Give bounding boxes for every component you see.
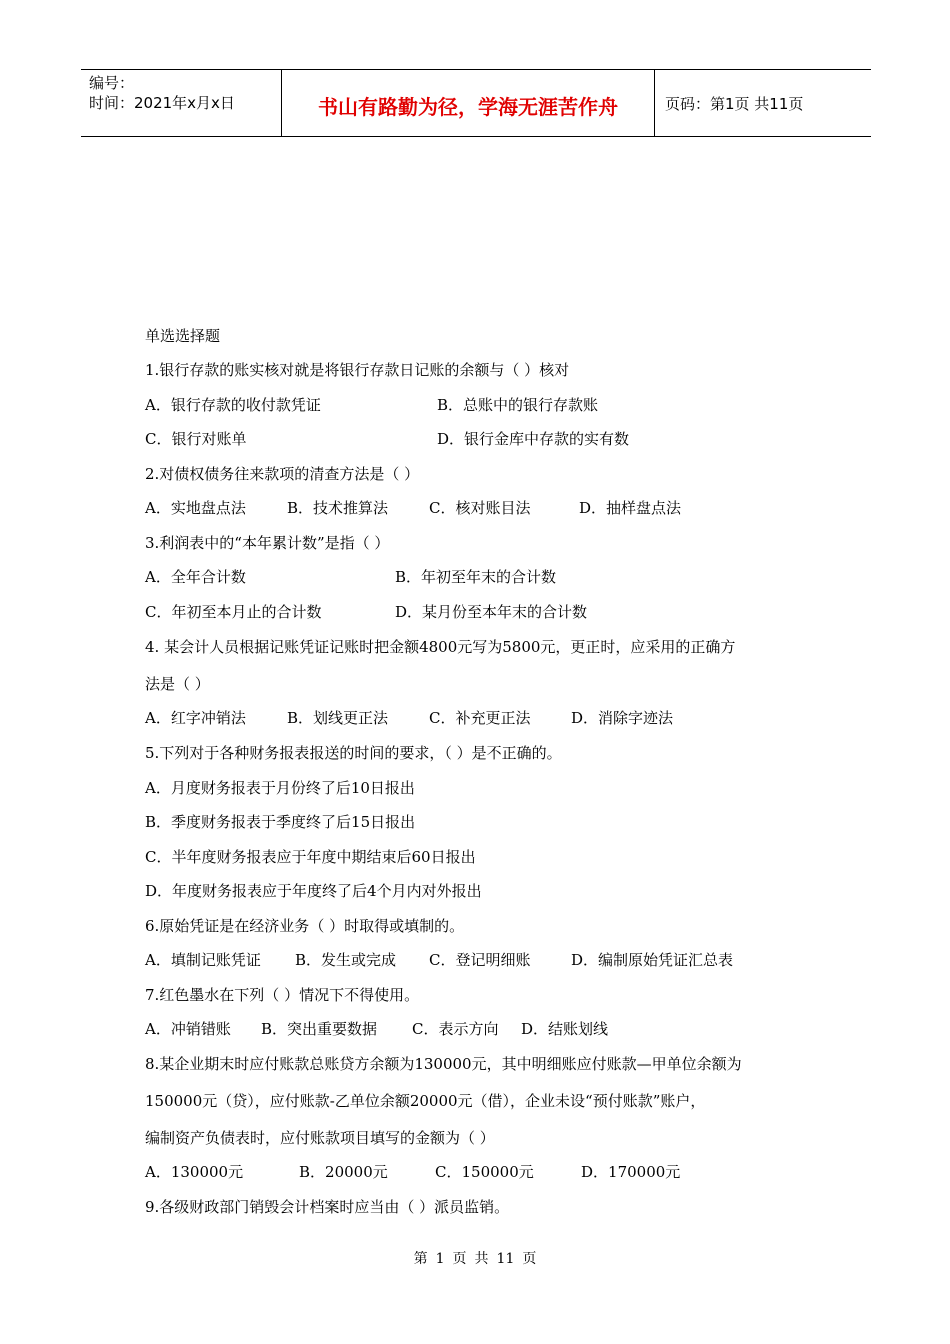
question-1: 1.银行存款的账实核对就是将银行存款日记账的余额与（ ）核对 [145,361,570,379]
question-8-continued-2: 编制资产负债表时，应付账款项目填写的金额为（ ） [145,1129,495,1147]
option-a: A．银行存款的收付款凭证 [145,396,321,414]
footer-page-unit: 页 [452,1251,467,1267]
option-d: D．消除字迹法 [571,709,674,727]
question-8: 8.某企业期末时应付账款总账贷方余额为130000元，其中明细账应付账款—甲单位余额为 [145,1055,742,1073]
footer-page-number: 1 [435,1251,445,1267]
option-b: B．技术推算法 [287,499,389,517]
option-b: B．年初至年末的合计数 [395,568,557,586]
option-d: D．某月份至本年末的合计数 [395,603,588,621]
option-a: A．全年合计数 [145,568,246,586]
option-c: C．核对账目法 [429,499,531,517]
option-c: C．150000元 [435,1163,534,1181]
footer-total-word: 共 [474,1251,489,1267]
option-b: B．划线更正法 [287,709,389,727]
footer-page-word: 第 [413,1251,428,1267]
option-a: A．130000元 [145,1163,244,1181]
option-d: D．抽样盘点法 [579,499,682,517]
option-b: B．突出重要数据 [261,1020,378,1038]
option-b: B．20000元 [299,1163,388,1181]
option-d: D．年度财务报表应于年度终了后4个月内对外报出 [145,882,482,900]
question-6: 6.原始凭证是在经济业务（ ）时取得或填制的。 [145,917,465,935]
option-c: C．半年度财务报表应于年度中期结束后60日报出 [145,848,476,866]
doc-code-label: 编号： [89,74,135,92]
question-8-continued: 150000元（贷），应付账款-乙单位余额20000元（借），企业未设“预付账款”账户， [145,1092,706,1110]
page-header [81,69,871,137]
question-9: 9.各级财政部门销毁会计档案时应当由（ ）派员监销。 [145,1198,510,1216]
footer-total-unit: 页 [522,1251,537,1267]
option-a: A．红字冲销法 [145,709,246,727]
option-a: A．冲销错账 [145,1020,231,1038]
question-4: 4. 某会计人员根据记账凭证记账时把金额4800元写为5800元，更正时，应采用的正确方 [145,638,736,656]
option-c: C．登记明细账 [429,951,531,969]
footer-total-number: 11 [496,1251,515,1267]
option-d: D．170000元 [581,1163,681,1181]
option-b: B．季度财务报表于季度终了后15日报出 [145,813,416,831]
question-5: 5.下列对于各种财务报表报送的时间的要求，（ ）是不正确的。 [145,744,562,762]
option-c: C．银行对账单 [145,430,247,448]
option-c: C．表示方向 [412,1020,499,1038]
option-a: A．填制记账凭证 [145,951,261,969]
question-3: 3.利润表中的“本年累计数”是指（ ） [145,534,390,552]
option-b: B．总账中的银行存款账 [437,396,599,414]
option-d: D．编制原始凭证汇总表 [571,951,734,969]
question-2: 2.对债权债务往来款项的清查方法是（ ） [145,465,420,483]
option-b: B．发生或完成 [295,951,397,969]
doc-date-label: 时间：2021年x月x日 [89,94,235,112]
option-d: D．银行金库中存款的实有数 [437,430,630,448]
option-a: A．月度财务报表于月份终了后10日报出 [145,779,415,797]
question-7: 7.红色墨水在下列（ ）情况下不得使用。 [145,986,420,1004]
option-d: D．结账划线 [521,1020,609,1038]
question-4-continued: 法是（ ） [145,675,210,693]
header-meta [81,70,282,136]
option-c: C．年初至本月止的合计数 [145,603,322,621]
option-c: C．补充更正法 [429,709,531,727]
header-motto: 书山有路勤为径，学海无涯苦作舟 [282,70,655,136]
section-title: 单选选择题 [145,327,221,345]
header-page-info: 页码：第1页 共11页 [665,94,804,113]
option-a: A．实地盘点法 [145,499,246,517]
page-footer [0,1248,950,1268]
